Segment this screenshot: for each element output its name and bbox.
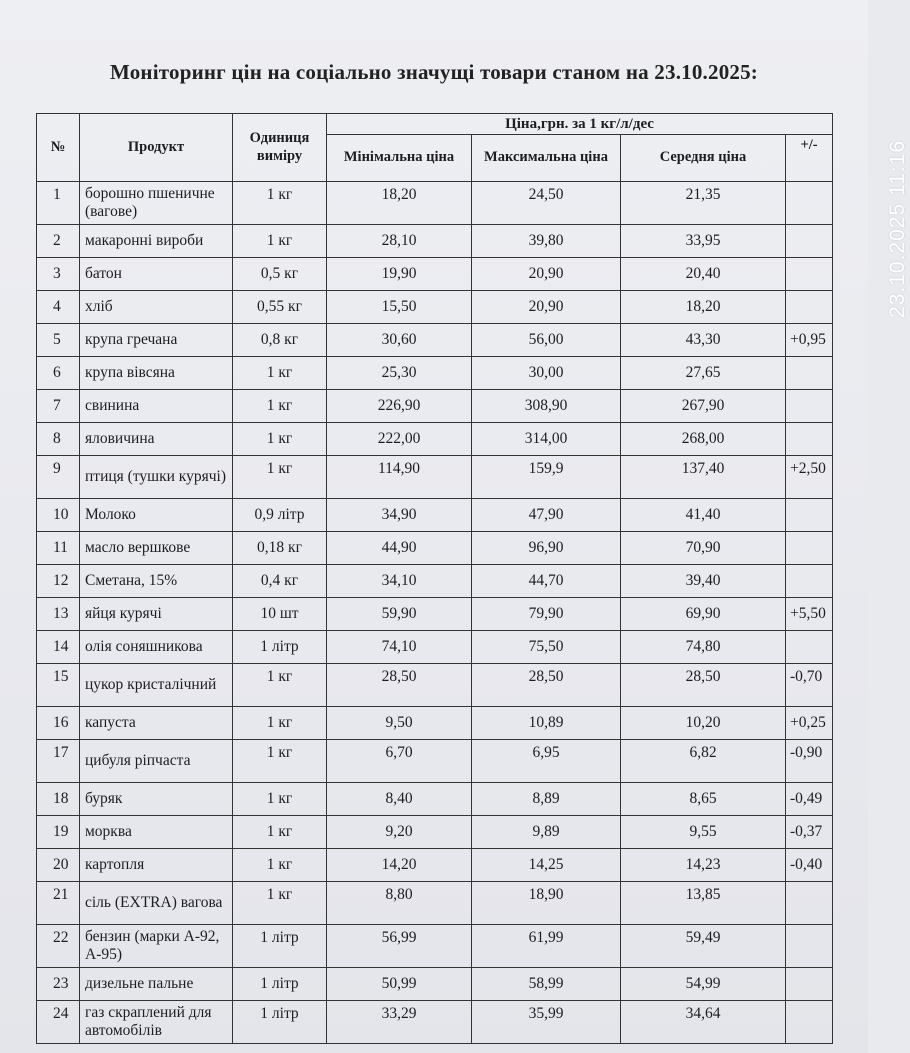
diff-cell bbox=[786, 182, 833, 225]
min-price-cell: 14,20 bbox=[327, 849, 472, 882]
max-price-cell: 18,90 bbox=[472, 882, 621, 925]
max-price-cell: 8,89 bbox=[472, 783, 621, 816]
table-row bbox=[37, 816, 833, 849]
unit-cell: 0,55 кг bbox=[233, 291, 327, 324]
table-row bbox=[37, 783, 833, 816]
unit-cell: 1 кг bbox=[233, 707, 327, 740]
avg-price-cell: 34,64 bbox=[621, 1001, 786, 1044]
table-row bbox=[37, 565, 833, 598]
row-number: 20 bbox=[37, 849, 80, 882]
avg-price-cell: 70,90 bbox=[621, 532, 786, 565]
avg-price-cell: 21,35 bbox=[621, 182, 786, 225]
min-price-cell: 6,70 bbox=[327, 740, 472, 783]
row-number: 16 bbox=[37, 707, 80, 740]
header-diff: +/- bbox=[786, 135, 833, 182]
min-price-cell: 30,60 bbox=[327, 324, 472, 357]
max-price-cell: 9,89 bbox=[472, 816, 621, 849]
product-cell: сіль (EXTRA) вагова bbox=[80, 882, 233, 925]
row-number: 24 bbox=[37, 1001, 80, 1044]
unit-cell: 0,8 кг bbox=[233, 324, 327, 357]
product-cell: борошно пшеничне (вагове) bbox=[80, 182, 233, 225]
avg-price-cell: 39,40 bbox=[621, 565, 786, 598]
diff-cell: +0,95 bbox=[786, 324, 833, 357]
diff-cell: -0,37 bbox=[786, 816, 833, 849]
header-unit: Одиниця виміру bbox=[233, 114, 327, 182]
product-cell: буряк bbox=[80, 783, 233, 816]
diff-cell bbox=[786, 423, 833, 456]
avg-price-cell: 9,55 bbox=[621, 816, 786, 849]
diff-cell: -0,49 bbox=[786, 783, 833, 816]
avg-price-cell: 20,40 bbox=[621, 258, 786, 291]
min-price-cell: 226,90 bbox=[327, 390, 472, 423]
min-price-cell: 74,10 bbox=[327, 631, 472, 664]
product-cell: птиця (тушки курячі) bbox=[80, 456, 233, 499]
unit-cell: 1 літр bbox=[233, 1001, 327, 1044]
max-price-cell: 96,90 bbox=[472, 532, 621, 565]
diff-cell bbox=[786, 1001, 833, 1044]
diff-cell: +5,50 bbox=[786, 598, 833, 631]
row-number: 18 bbox=[37, 783, 80, 816]
row-number: 7 bbox=[37, 390, 80, 423]
product-cell: дизельне пальне bbox=[80, 968, 233, 1001]
table-body bbox=[37, 182, 833, 1044]
unit-cell: 1 кг bbox=[233, 423, 327, 456]
unit-cell: 1 літр bbox=[233, 631, 327, 664]
avg-price-cell: 59,49 bbox=[621, 925, 786, 968]
min-price-cell: 28,10 bbox=[327, 225, 472, 258]
min-price-cell: 222,00 bbox=[327, 423, 472, 456]
table-row bbox=[37, 707, 833, 740]
product-cell: хліб bbox=[80, 291, 233, 324]
product-cell: крупа гречана bbox=[80, 324, 233, 357]
header-num: № bbox=[37, 114, 80, 182]
table-row bbox=[37, 532, 833, 565]
product-cell: бензин (марки А-92, А-95) bbox=[80, 925, 233, 968]
table-row bbox=[37, 182, 833, 225]
table-row bbox=[37, 882, 833, 925]
max-price-cell: 14,25 bbox=[472, 849, 621, 882]
product-cell: макаронні вироби bbox=[80, 225, 233, 258]
min-price-cell: 18,20 bbox=[327, 182, 472, 225]
unit-cell: 1 кг bbox=[233, 456, 327, 499]
table-row bbox=[37, 631, 833, 664]
max-price-cell: 6,95 bbox=[472, 740, 621, 783]
avg-price-cell: 28,50 bbox=[621, 664, 786, 707]
max-price-cell: 308,90 bbox=[472, 390, 621, 423]
header-price-group: Ціна,грн. за 1 кг/л/дес bbox=[327, 114, 833, 135]
avg-price-cell: 268,00 bbox=[621, 423, 786, 456]
product-cell: капуста bbox=[80, 707, 233, 740]
min-price-cell: 34,90 bbox=[327, 499, 472, 532]
avg-price-cell: 18,20 bbox=[621, 291, 786, 324]
product-cell: Молоко bbox=[80, 499, 233, 532]
product-cell: яловичина bbox=[80, 423, 233, 456]
photo-timestamp: 23.10.2025 11:16 bbox=[886, 140, 909, 318]
table-row bbox=[37, 357, 833, 390]
unit-cell: 1 кг bbox=[233, 390, 327, 423]
diff-cell: +2,50 bbox=[786, 456, 833, 499]
unit-cell: 1 літр bbox=[233, 968, 327, 1001]
table-row bbox=[37, 598, 833, 631]
unit-cell: 0,9 літр bbox=[233, 499, 327, 532]
min-price-cell: 33,29 bbox=[327, 1001, 472, 1044]
min-price-cell: 114,90 bbox=[327, 456, 472, 499]
table-row bbox=[37, 258, 833, 291]
table-row bbox=[37, 291, 833, 324]
max-price-cell: 20,90 bbox=[472, 291, 621, 324]
avg-price-cell: 27,65 bbox=[621, 357, 786, 390]
row-number: 15 bbox=[37, 664, 80, 707]
unit-cell: 1 кг bbox=[233, 357, 327, 390]
max-price-cell: 56,00 bbox=[472, 324, 621, 357]
min-price-cell: 44,90 bbox=[327, 532, 472, 565]
unit-cell: 10 шт bbox=[233, 598, 327, 631]
max-price-cell: 35,99 bbox=[472, 1001, 621, 1044]
max-price-cell: 58,99 bbox=[472, 968, 621, 1001]
row-number: 5 bbox=[37, 324, 80, 357]
row-number: 9 bbox=[37, 456, 80, 499]
row-number: 12 bbox=[37, 565, 80, 598]
min-price-cell: 15,50 bbox=[327, 291, 472, 324]
price-table bbox=[36, 113, 833, 1044]
header-min: Мінімальна ціна bbox=[327, 135, 472, 182]
table-row bbox=[37, 390, 833, 423]
unit-cell: 1 кг bbox=[233, 882, 327, 925]
table-row bbox=[37, 456, 833, 499]
table-row bbox=[37, 225, 833, 258]
max-price-cell: 47,90 bbox=[472, 499, 621, 532]
min-price-cell: 25,30 bbox=[327, 357, 472, 390]
unit-cell: 0,5 кг bbox=[233, 258, 327, 291]
unit-cell: 1 кг bbox=[233, 783, 327, 816]
avg-price-cell: 14,23 bbox=[621, 849, 786, 882]
min-price-cell: 19,90 bbox=[327, 258, 472, 291]
max-price-cell: 20,90 bbox=[472, 258, 621, 291]
avg-price-cell: 137,40 bbox=[621, 456, 786, 499]
avg-price-cell: 54,99 bbox=[621, 968, 786, 1001]
diff-cell bbox=[786, 882, 833, 925]
product-cell: цукор кристалічний bbox=[80, 664, 233, 707]
product-cell: яйця курячі bbox=[80, 598, 233, 631]
max-price-cell: 28,50 bbox=[472, 664, 621, 707]
avg-price-cell: 69,90 bbox=[621, 598, 786, 631]
row-number: 11 bbox=[37, 532, 80, 565]
table-row bbox=[37, 664, 833, 707]
unit-cell: 1 літр bbox=[233, 925, 327, 968]
min-price-cell: 8,40 bbox=[327, 783, 472, 816]
diff-cell bbox=[786, 532, 833, 565]
avg-price-cell: 43,30 bbox=[621, 324, 786, 357]
diff-cell bbox=[786, 631, 833, 664]
product-cell: олія соняшникова bbox=[80, 631, 233, 664]
table-row bbox=[37, 324, 833, 357]
min-price-cell: 28,50 bbox=[327, 664, 472, 707]
row-number: 19 bbox=[37, 816, 80, 849]
row-number: 4 bbox=[37, 291, 80, 324]
diff-cell bbox=[786, 357, 833, 390]
header-max: Максимальна ціна bbox=[472, 135, 621, 182]
diff-cell bbox=[786, 565, 833, 598]
max-price-cell: 314,00 bbox=[472, 423, 621, 456]
avg-price-cell: 74,80 bbox=[621, 631, 786, 664]
product-cell: цибуля ріпчаста bbox=[80, 740, 233, 783]
product-cell: морква bbox=[80, 816, 233, 849]
product-cell: Сметана, 15% bbox=[80, 565, 233, 598]
diff-cell bbox=[786, 499, 833, 532]
row-number: 6 bbox=[37, 357, 80, 390]
diff-cell bbox=[786, 291, 833, 324]
row-number: 14 bbox=[37, 631, 80, 664]
avg-price-cell: 33,95 bbox=[621, 225, 786, 258]
max-price-cell: 10,89 bbox=[472, 707, 621, 740]
max-price-cell: 24,50 bbox=[472, 182, 621, 225]
diff-cell: -0,70 bbox=[786, 664, 833, 707]
product-cell: батон bbox=[80, 258, 233, 291]
row-number: 21 bbox=[37, 882, 80, 925]
avg-price-cell: 6,82 bbox=[621, 740, 786, 783]
avg-price-cell: 13,85 bbox=[621, 882, 786, 925]
avg-price-cell: 10,20 bbox=[621, 707, 786, 740]
table-row bbox=[37, 740, 833, 783]
product-cell: картопля bbox=[80, 849, 233, 882]
diff-cell bbox=[786, 258, 833, 291]
diff-cell bbox=[786, 968, 833, 1001]
header-product: Продукт bbox=[80, 114, 233, 182]
diff-cell bbox=[786, 225, 833, 258]
unit-cell: 1 кг bbox=[233, 182, 327, 225]
unit-cell: 1 кг bbox=[233, 664, 327, 707]
row-number: 22 bbox=[37, 925, 80, 968]
min-price-cell: 9,20 bbox=[327, 816, 472, 849]
header-avg: Середня ціна bbox=[621, 135, 786, 182]
product-cell: масло вершкове bbox=[80, 532, 233, 565]
product-cell: крупа вівсяна bbox=[80, 357, 233, 390]
table-row bbox=[37, 849, 833, 882]
avg-price-cell: 267,90 bbox=[621, 390, 786, 423]
row-number: 10 bbox=[37, 499, 80, 532]
min-price-cell: 34,10 bbox=[327, 565, 472, 598]
product-cell: свинина bbox=[80, 390, 233, 423]
min-price-cell: 9,50 bbox=[327, 707, 472, 740]
unit-cell: 1 кг bbox=[233, 225, 327, 258]
max-price-cell: 159,9 bbox=[472, 456, 621, 499]
max-price-cell: 30,00 bbox=[472, 357, 621, 390]
row-number: 8 bbox=[37, 423, 80, 456]
min-price-cell: 50,99 bbox=[327, 968, 472, 1001]
table-row bbox=[37, 925, 833, 968]
diff-cell: +0,25 bbox=[786, 707, 833, 740]
diff-cell: -0,40 bbox=[786, 849, 833, 882]
diff-cell bbox=[786, 390, 833, 423]
row-number: 13 bbox=[37, 598, 80, 631]
max-price-cell: 79,90 bbox=[472, 598, 621, 631]
table-row bbox=[37, 423, 833, 456]
min-price-cell: 8,80 bbox=[327, 882, 472, 925]
max-price-cell: 61,99 bbox=[472, 925, 621, 968]
unit-cell: 0,4 кг bbox=[233, 565, 327, 598]
row-number: 2 bbox=[37, 225, 80, 258]
avg-price-cell: 41,40 bbox=[621, 499, 786, 532]
row-number: 3 bbox=[37, 258, 80, 291]
row-number: 1 bbox=[37, 182, 80, 225]
unit-cell: 1 кг bbox=[233, 849, 327, 882]
max-price-cell: 44,70 bbox=[472, 565, 621, 598]
unit-cell: 1 кг bbox=[233, 816, 327, 849]
avg-price-cell: 8,65 bbox=[621, 783, 786, 816]
unit-cell: 0,18 кг bbox=[233, 532, 327, 565]
page-title: Моніторинг цін на соціально значущі товари станом на 23.10.2025: bbox=[109, 60, 759, 84]
unit-cell: 1 кг bbox=[233, 740, 327, 783]
diff-cell: -0,90 bbox=[786, 740, 833, 783]
product-cell: газ скраплений для автомобілів bbox=[80, 1001, 233, 1044]
table-row bbox=[37, 1001, 833, 1044]
table-row bbox=[37, 968, 833, 1001]
row-number: 17 bbox=[37, 740, 80, 783]
max-price-cell: 39,80 bbox=[472, 225, 621, 258]
row-number: 23 bbox=[37, 968, 80, 1001]
max-price-cell: 75,50 bbox=[472, 631, 621, 664]
table-row bbox=[37, 499, 833, 532]
diff-cell bbox=[786, 925, 833, 968]
min-price-cell: 59,90 bbox=[327, 598, 472, 631]
min-price-cell: 56,99 bbox=[327, 925, 472, 968]
